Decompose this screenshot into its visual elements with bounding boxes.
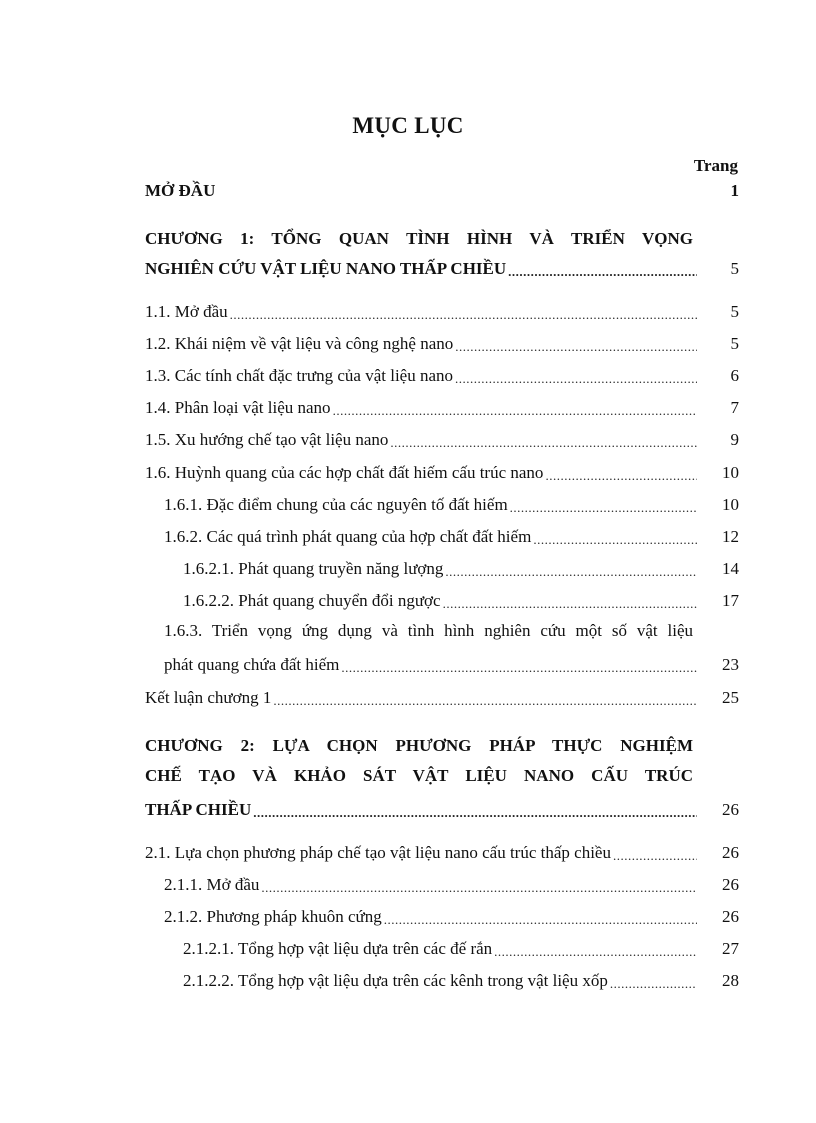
toc-entry (145, 797, 739, 821)
toc-entry-text: 2.1.2. Phương pháp khuôn cứng (164, 907, 382, 926)
toc-entry-page: 10 (722, 463, 739, 482)
dot-leader (613, 847, 697, 864)
toc-entry-page: 6 (730, 366, 739, 385)
dot-leader (455, 338, 697, 355)
dot-leader (610, 975, 697, 992)
toc-entry (164, 872, 739, 896)
dot-leader (443, 595, 697, 612)
toc-entry (183, 588, 739, 612)
toc-entry-text: 2.1.2.1. Tổng hợp vật liệu dựa trên các đế rắn (183, 939, 493, 958)
toc-entry-page: 26 (722, 875, 739, 894)
toc-entry (145, 685, 739, 709)
toc-entry (164, 524, 739, 548)
dot-leader (390, 434, 697, 451)
toc-entry-page: 7 (730, 398, 739, 417)
toc-entry (183, 936, 739, 960)
toc-entry-text: 1.4. Phân loại vật liệu nano (145, 398, 331, 417)
page-column-header: Trang (693, 156, 738, 175)
toc-entry (164, 904, 739, 928)
toc-entry-text: NGHIÊN CỨU VẬT LIỆU NANO THẤP CHIỀU (145, 259, 507, 278)
toc-entry-text: 1.3. Các tính chất đặc trưng của vật liệu nano (145, 366, 454, 385)
toc-entry-page: 28 (722, 971, 739, 990)
dot-leader (253, 804, 697, 821)
toc-entry-text: 2.1.1. Mở đầu (164, 875, 260, 894)
toc-entry-text: 1.6.2.2. Phát quang chuyển đổi ngược (183, 591, 441, 610)
toc-entry (145, 331, 739, 355)
toc-entry-text: THẤP CHIỀU (145, 800, 252, 819)
toc-entry-line: 1.6.3. Triển vọng ứng dụng và tình hình nghiên cứu một số vật liệu (164, 621, 693, 640)
page-title: MỤC LỤC (352, 113, 464, 138)
toc-entry (183, 968, 739, 992)
toc-entry-page: 23 (722, 655, 739, 674)
toc-entry-page: 9 (730, 430, 739, 449)
toc-entry-text: 2.1.2.2. Tổng hợp vật liệu dựa trên các kênh trong vật liệu xốp (183, 971, 608, 990)
toc-entry-text: 1.6.2. Các quá trình phát quang của hợp chất đất hiếm (164, 527, 532, 546)
toc-entry-page: 26 (722, 843, 739, 862)
toc-entry-page: 17 (722, 591, 739, 610)
toc-entry (145, 299, 739, 323)
toc-entry-page: 1 (730, 181, 739, 200)
dot-leader (273, 692, 697, 709)
toc-entry (145, 178, 739, 202)
toc-entry-text: MỞ ĐẦU (145, 181, 216, 200)
dot-leader (445, 563, 697, 580)
dot-leader (494, 943, 697, 960)
dot-leader (230, 306, 697, 323)
dot-leader (384, 911, 697, 928)
toc-entry-page: 25 (722, 688, 739, 707)
toc-entry-text: 2.1. Lựa chọn phương pháp chế tạo vật liệu nano cấu trúc thấp chiều (145, 843, 611, 862)
dot-leader (545, 467, 697, 484)
toc-entry (145, 427, 739, 451)
toc-entry-text: 1.6. Huỳnh quang của các hợp chất đất hiếm cấu trúc nano (145, 463, 544, 482)
toc-entry (145, 363, 739, 387)
toc-entry-page: 14 (722, 559, 739, 578)
toc-entry-text: 1.6.1. Đặc điểm chung của các nguyên tố đất hiếm (164, 495, 508, 514)
toc-entry-text: 1.5. Xu hướng chế tạo vật liệu nano (145, 430, 389, 449)
toc-entry (145, 395, 739, 419)
toc-entry-page: 10 (722, 495, 739, 514)
toc-chapter-line: CHƯƠNG 2: LỰA CHỌN PHƯƠNG PHÁP THỰC NGHIỆM (145, 736, 693, 755)
toc-entry-text: Kết luận chương 1 (145, 688, 272, 707)
toc-entry-page: 26 (722, 800, 739, 819)
toc-entry-page: 27 (722, 939, 739, 958)
dot-leader (333, 402, 697, 419)
dot-leader (455, 370, 697, 387)
toc-entry (164, 652, 739, 676)
dot-leader (261, 879, 697, 896)
dot-leader (341, 659, 697, 676)
dot-leader (533, 531, 697, 548)
toc-chapter-line: CHƯƠNG 1: TỔNG QUAN TÌNH HÌNH VÀ TRIỂN VỌNG (145, 229, 693, 248)
toc-entry-page: 5 (730, 334, 739, 353)
toc-entry-page: 26 (722, 907, 739, 926)
toc-entry (145, 840, 739, 864)
toc-entry-page: 5 (730, 259, 739, 278)
toc-entry-page: 12 (722, 527, 739, 546)
toc-chapter-line: CHẾ TẠO VÀ KHẢO SÁT VẬT LIỆU NANO CẤU TRÚC (145, 766, 693, 785)
toc-entry (183, 556, 739, 580)
toc-entry (145, 256, 739, 280)
dot-leader (510, 499, 697, 516)
toc-entry (145, 460, 739, 484)
toc-entry (164, 492, 739, 516)
toc-entry-page: 5 (730, 302, 739, 321)
toc-entry-text: 1.6.2.1. Phát quang truyền năng lượng (183, 559, 444, 578)
toc-entry-text: phát quang chứa đất hiếm (164, 655, 340, 674)
toc-entry-text: 1.2. Khái niệm về vật liệu và công nghệ nano (145, 334, 454, 353)
toc-entry-text: 1.1. Mở đầu (145, 302, 228, 321)
dot-leader (508, 263, 697, 280)
